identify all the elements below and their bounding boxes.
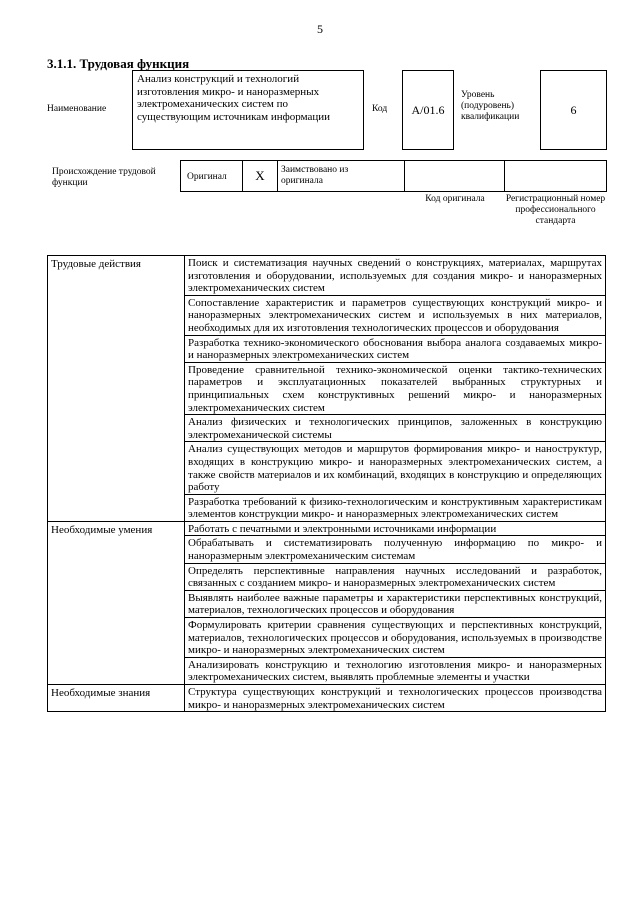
kod-cell	[402, 70, 454, 150]
level-label: Уровень (подуровень) квалификации	[461, 90, 520, 122]
kod-originala-cell	[405, 161, 505, 191]
action-item: Анализ физических и технологических принципов, заложенных в конструкцию электромеханической системы	[185, 415, 606, 442]
reg-number-label: Регистрационный номер профессионального стандарта	[505, 194, 606, 226]
table-row	[48, 256, 606, 296]
original-mark: X	[255, 168, 265, 183]
origin-row	[180, 160, 607, 192]
action-item: Сопоставление характеристик и параметров существующих конструкций микро- и наноразмерных электромеханических систем и используемых в них материалов, необходимых для их изготовления технологических процессов и оборудования	[185, 295, 606, 335]
action-item: Разработка технико-экономического обоснования выбора аналога создаваемых микро- и наноразмерных электромеханических систем	[185, 335, 606, 362]
kod-originala-label: Код оригинала	[425, 194, 485, 204]
skill-item: Обрабатывать и систематизировать полученную информацию по микро- и наноразмерным электромеханическим системам	[185, 536, 606, 563]
knowledge-item: Структура существующих конструкций и технологических процессов производства микро- и наноразмерных электромеханических систем	[185, 685, 606, 712]
action-item: Поиск и систематизация научных сведений о конструкциях, материалах, маршрутах изготовления и оборудовании, используемых для создания микро- и наноразмерных электромеханических систем	[185, 256, 606, 296]
table-row	[48, 521, 606, 536]
kod-value: A/01.6	[411, 102, 445, 117]
category-label: Необходимые умения	[48, 521, 185, 684]
function-name: Анализ конструкций и технологий изготовления микро- и наноразмерных электромеханических систем по существующим источникам информации	[137, 73, 331, 123]
function-table	[47, 255, 606, 712]
skill-item: Формулировать критерии сравнения существующих и перспективных конструкций, материалов, технологических процессов и оборудования, используемых в производстве микро- и наноразмерных электромеханических систем	[185, 618, 606, 658]
origin-label: Происхождение трудовой функции	[52, 167, 156, 188]
skill-item: Работать с печатными и электронными источниками информации	[185, 521, 606, 536]
reg-number-cell	[505, 161, 606, 191]
action-item: Проведение сравнительной технико-экономической оценки тактико-технических параметров и эксплуатационных показателей выбранных структурных и принципиальных схем конструктивных решений микро- и наноразмерных электромеханических систем	[185, 362, 606, 414]
action-item: Разработка требований к физико-технологическим и конструктивным характеристикам элементов конструкции микро- и наноразмерных электромеханических систем	[185, 494, 606, 521]
level-value: 6	[570, 102, 577, 117]
original-cell	[181, 161, 243, 191]
table-row	[48, 685, 606, 712]
level-cell	[540, 70, 607, 150]
skill-item: Определять перспективные направления научных исследований и разработок, связанных с созданием микро- и наноразмерных электромеханических систем	[185, 563, 606, 590]
category-label: Трудовые действия	[48, 256, 185, 522]
original-label: Оригинал	[187, 172, 227, 182]
kod-label: Код	[372, 104, 388, 114]
original-mark-cell	[243, 161, 278, 191]
naimenovanie-label: Наименование	[47, 104, 107, 114]
section-heading: 3.1.1. Трудовая функция	[47, 56, 190, 71]
action-item: Анализ существующих методов и маршрутов формирования микро- и наноструктур, входящих в конструкцию микро- и наноразмерных электромеханических систем, а также свойств материалов и их комбинаций, входящих в конструкцию и определяющих работу	[185, 442, 606, 494]
skill-item: Анализировать конструкцию и технологию изготовления микро- и наноразмерных электромеханических систем, выявлять проблемные элементы и участки	[185, 657, 606, 684]
borrowed-label: Заимствовано из оригинала	[281, 165, 349, 186]
skill-item: Выявлять наиболее важные параметры и характеристики перспективных конструкций, материалов, технологических процессов и оборудования	[185, 590, 606, 617]
category-label: Необходимые знания	[48, 685, 185, 712]
borrowed-cell	[278, 161, 405, 191]
page-number: 5	[317, 22, 323, 36]
function-name-cell	[132, 70, 364, 150]
